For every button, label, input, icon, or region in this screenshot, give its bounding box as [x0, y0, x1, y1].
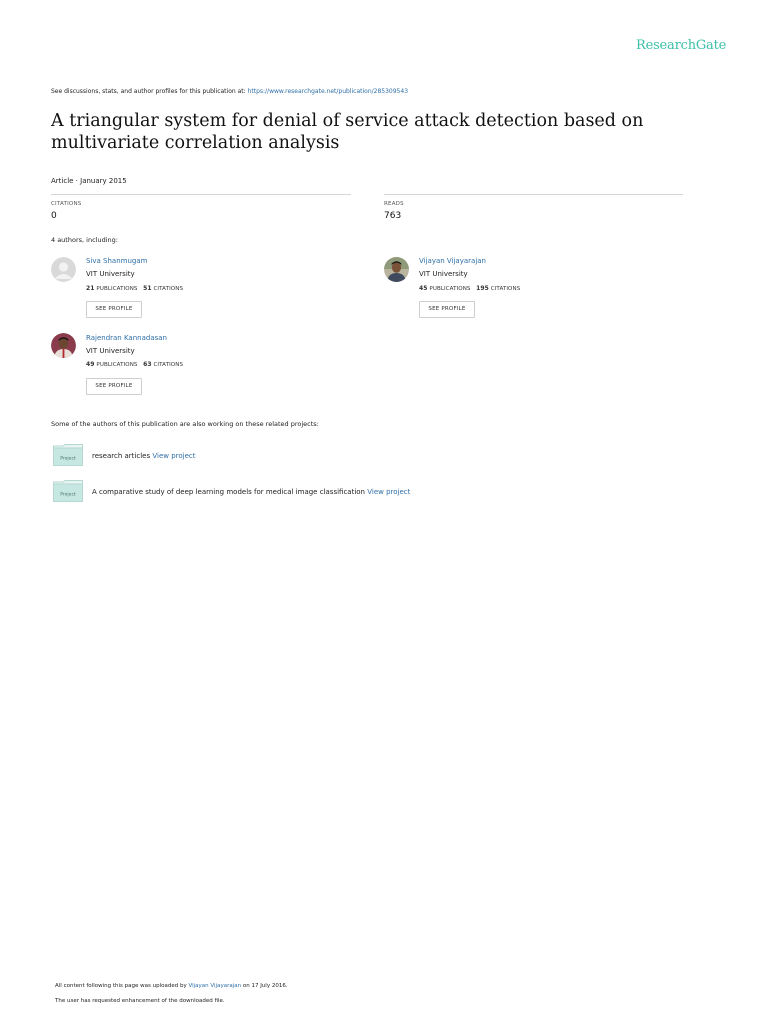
uploader-link[interactable]: Vijayan Vijayarajan: [188, 983, 242, 989]
citations-label: CITATIONS: [51, 201, 82, 207]
authors-heading: 4 authors, including:: [51, 236, 118, 244]
projects-heading: Some of the authors of this publication are also working on these related projects:: [51, 420, 319, 428]
publication-url-link[interactable]: https://www.researchgate.net/publication/285309543: [247, 88, 409, 95]
project-folder-icon[interactable]: [53, 480, 83, 502]
view-project-link[interactable]: View project: [367, 488, 411, 496]
see-profile-button[interactable]: SEE PROFILE: [419, 301, 475, 318]
reads-label: READS: [384, 201, 404, 207]
article-meta: Article · January 2015: [51, 177, 127, 185]
author-institution: VIT University: [419, 270, 468, 278]
publication-title: A triangular system for denial of service attack detection based on multivariate correlation analysis: [51, 111, 644, 153]
reads-value: 763: [384, 211, 402, 221]
project-icon-label: Project: [60, 492, 76, 498]
upload-suffix: on 17 July 2016.: [242, 983, 288, 989]
citations-divider: [51, 194, 351, 195]
project-item: [92, 488, 410, 496]
enhancement-note: The user has requested enhancement of the downloaded file.: [55, 998, 225, 1004]
author-institution: VIT University: [86, 270, 135, 278]
researchgate-logo[interactable]: ResearchGate: [636, 38, 727, 53]
author-stats: 45 PUBLICATIONS 195 CITATIONS: [419, 285, 521, 292]
avatar-photo[interactable]: [384, 257, 409, 282]
avatar-placeholder[interactable]: [51, 257, 76, 282]
avatar-photo[interactable]: [51, 333, 76, 358]
author-institution: VIT University: [86, 347, 135, 355]
author-stats: 49 PUBLICATIONS 63 CITATIONS: [86, 361, 184, 368]
project-icon-label: Project: [60, 456, 76, 462]
see-profile-button[interactable]: SEE PROFILE: [86, 378, 142, 395]
project-folder-icon[interactable]: [53, 444, 83, 466]
see-profile-button[interactable]: SEE PROFILE: [86, 301, 142, 318]
upload-prefix: All content following this page was uploaded by: [55, 983, 187, 989]
citations-value: 0: [51, 211, 57, 221]
reads-divider: [384, 194, 683, 195]
view-project-link[interactable]: View project: [152, 452, 196, 460]
author-name-link[interactable]: Rajendran Kannadasan: [86, 334, 167, 342]
upload-note: [55, 983, 288, 989]
author-name-link[interactable]: Siva Shanmugam: [86, 257, 148, 265]
project-title: research articles: [92, 452, 151, 460]
project-item: [92, 452, 196, 460]
see-prefix: See discussions, stats, and author profiles for this publication at:: [51, 88, 246, 95]
author-name-link[interactable]: Vijayan Vijayarajan: [419, 257, 486, 265]
publication-link-line: [51, 88, 408, 95]
project-title: A comparative study of deep learning models for medical image classification: [92, 488, 365, 496]
author-stats: 21 PUBLICATIONS 51 CITATIONS: [86, 285, 184, 292]
